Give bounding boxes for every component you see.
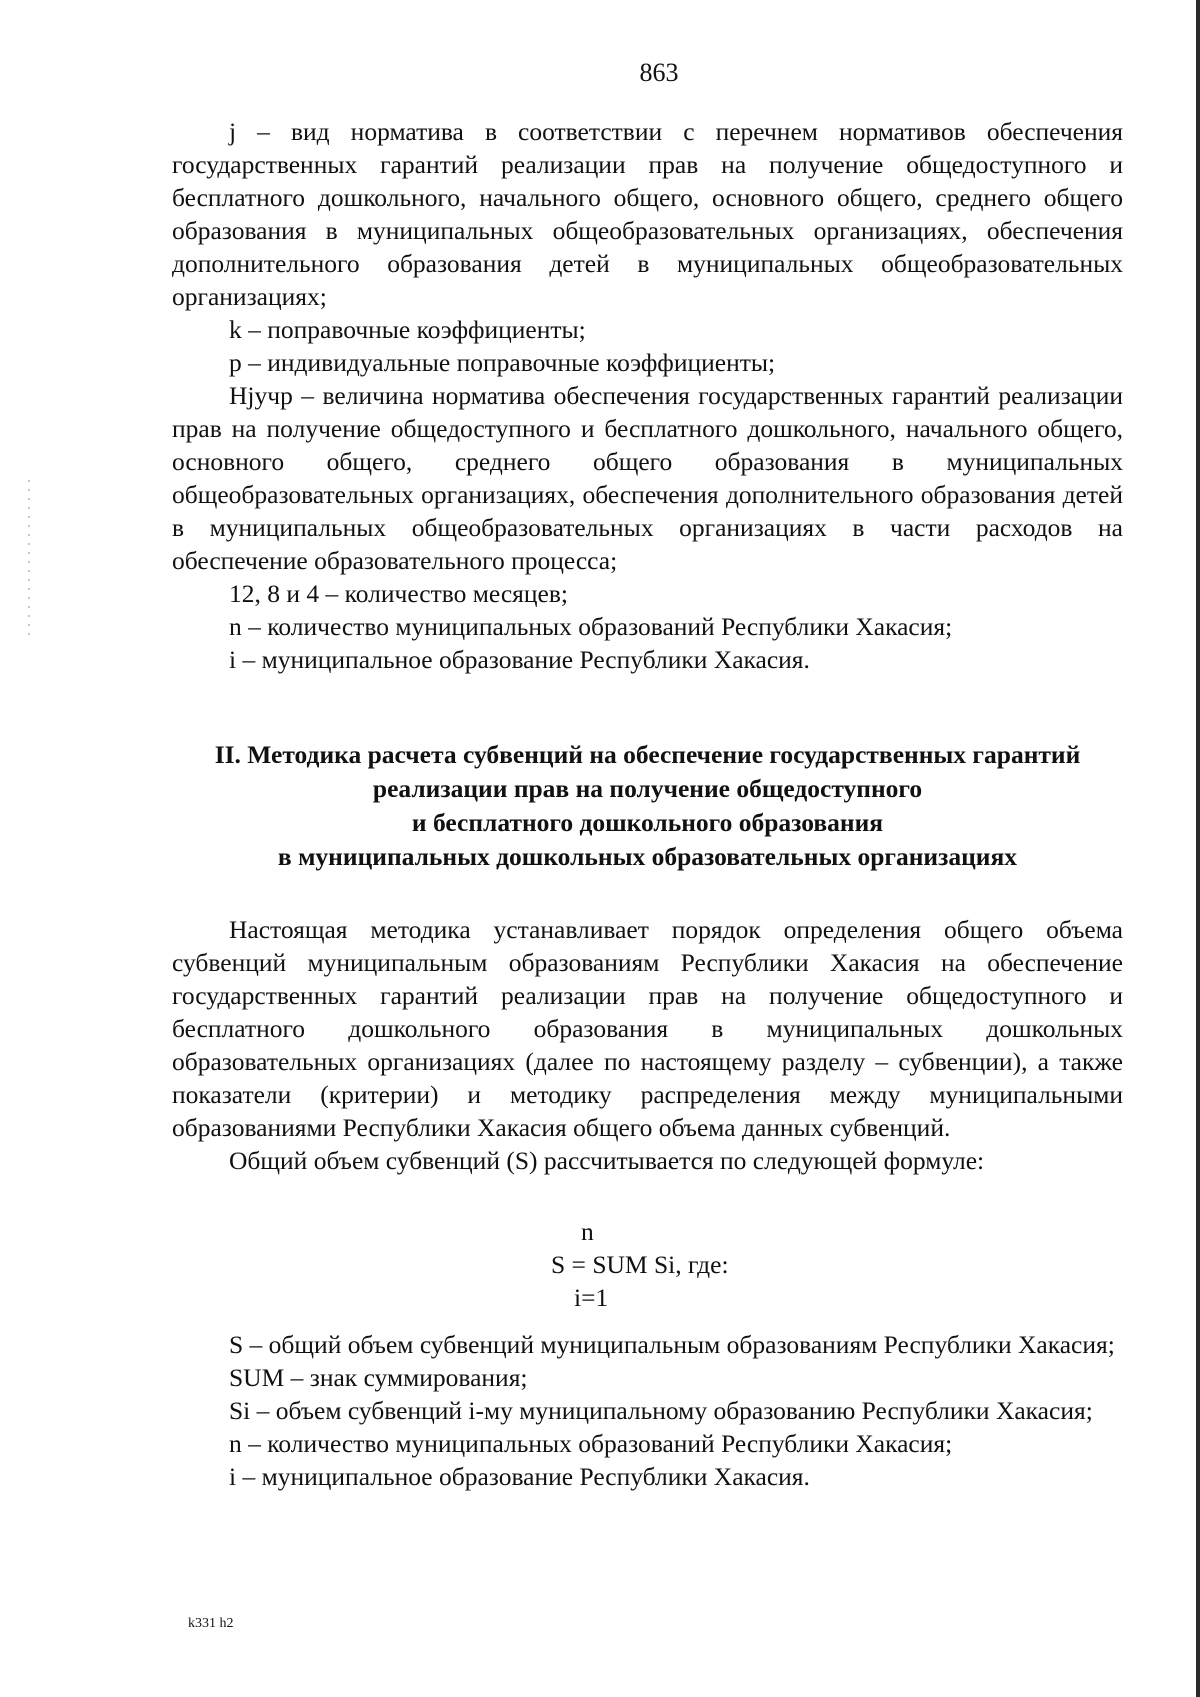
- footer-code: k331 h2: [188, 1616, 234, 1631]
- formula-expression: S = SUM Si, где:: [551, 1250, 729, 1279]
- section-heading: [172, 738, 1123, 874]
- definition-j: j – вид норматива в соответствии с перечнем нормативов обеспечения государственных гарантий реализации прав на получение общедоступного и бесплатного дошкольного, начального общего, основного общего, среднего общего образования в муниципальных общеобразовательных организациях, обеспечения дополнительного образования детей в муниципальных общеобразовательных организациях;: [172, 117, 1123, 311]
- formula-lower-limit: i=1: [574, 1283, 609, 1312]
- definitions-top: [172, 115, 1123, 676]
- definition-njuchr: Нjучр – величина норматива обеспечения государственных гарантий реализации прав на получение общедоступного и бесплатного дошкольного, начального общего, основного общего, среднего общего образования в муниципальных общеобразовательных организациях, обеспечения дополнительного образования детей в муниципальных общеобразовательных организациях в части расходов на обеспечение образовательного процесса;: [172, 381, 1123, 575]
- definitions-bottom: [172, 1328, 1123, 1493]
- definition-n: n – количество муниципальных образований Республики Хакасия;: [229, 612, 953, 641]
- formula-intro-paragraph: Общий объем субвенций (S) рассчитывается по следующей формуле:: [229, 1146, 985, 1175]
- definition-i: i – муниципальное образование Республики Хакасия.: [229, 645, 810, 674]
- definition-i-bottom: i – муниципальное образование Республики Хакасия.: [229, 1462, 810, 1491]
- section-heading-line-4: в муниципальных дошкольных образовательных организациях: [277, 842, 1018, 871]
- body-text: [172, 913, 1123, 1177]
- section-heading-line-1: II. Методика расчета субвенций на обеспечение государственных гарантий: [214, 740, 1081, 769]
- section-heading-line-2: реализации прав на получение общедоступного: [372, 774, 923, 803]
- definition-si: Si – объем субвенций i-му муниципальному образованию Республики Хакасия;: [229, 1396, 1093, 1425]
- definition-s: S – общий объем субвенций муниципальным образованиям Республики Хакасия;: [229, 1330, 1115, 1359]
- scan-right-border: [1196, 0, 1200, 1697]
- definition-p: p – индивидуальные поправочные коэффициенты;: [229, 348, 776, 377]
- section-heading-line-3: и бесплатного дошкольного образования: [411, 808, 884, 837]
- methodology-paragraph: Настоящая методика устанавливает порядок определения общего объема субвенций муниципальным образованиям Республики Хакасия на обеспечение государственных гарантий реализации прав на получение общедоступного и бесплатного дошкольного образования в муниципальных дошкольных образовательных организациях (далее по настоящему разделу – субвенции), а также показатели (критерии) и методику распределения между муниципальными образованиями Республики Хакасия общего объема данных субвенций.: [172, 915, 1123, 1142]
- definition-k: k – поправочные коэффициенты;: [229, 315, 586, 344]
- definition-n-bottom: n – количество муниципальных образований Республики Хакасия;: [229, 1429, 953, 1458]
- formula-upper-limit: n: [581, 1217, 594, 1246]
- page-number: 863: [639, 58, 679, 87]
- scan-edge-marks: [28, 480, 30, 640]
- definition-sum: SUM – знак суммирования;: [229, 1363, 528, 1392]
- definition-months: 12, 8 и 4 – количество месяцев;: [229, 579, 568, 608]
